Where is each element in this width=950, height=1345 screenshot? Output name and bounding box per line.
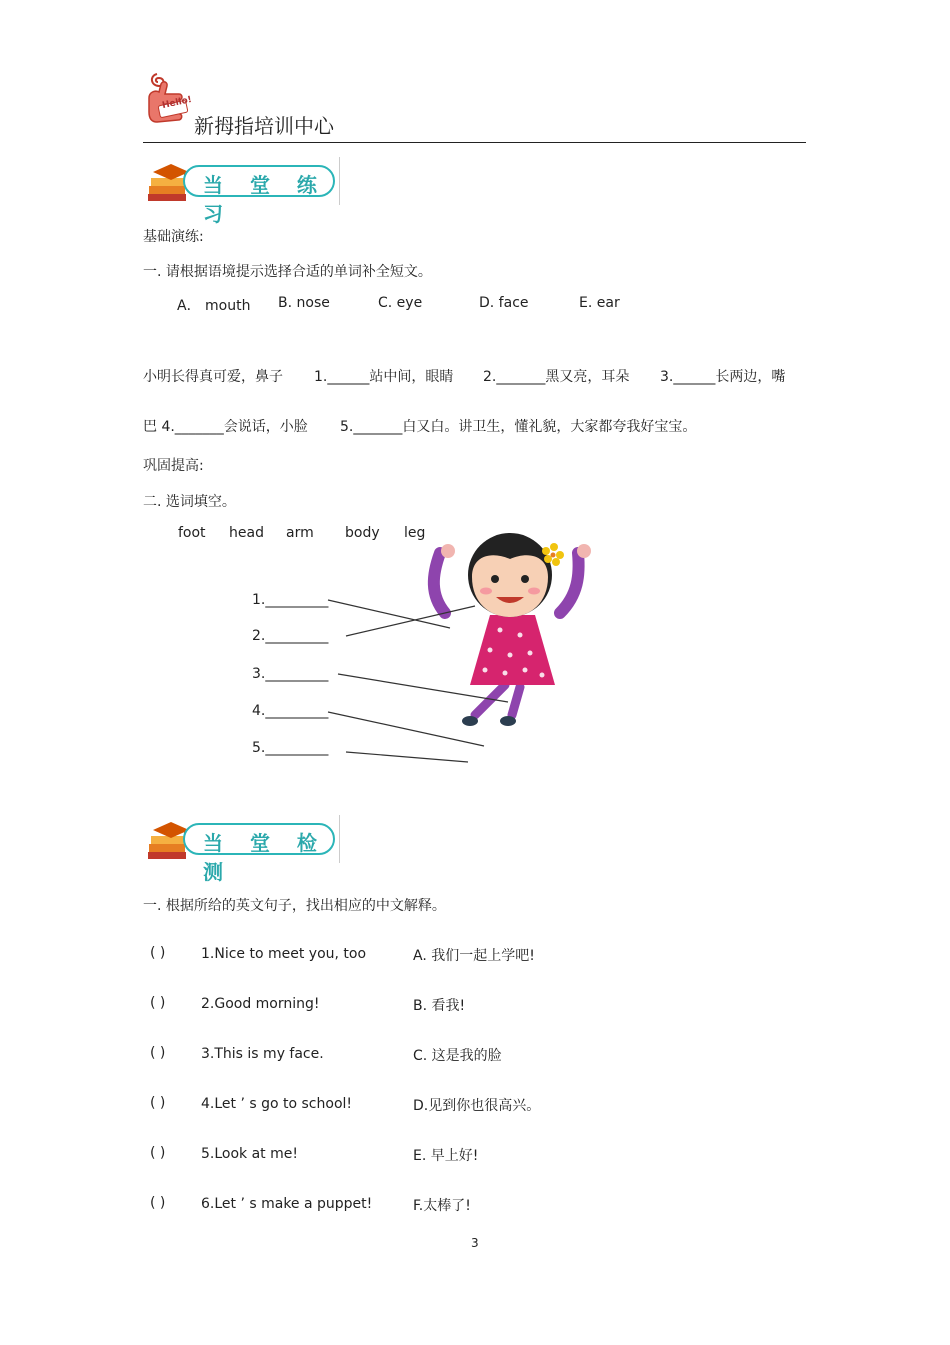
word-head: head	[229, 525, 264, 541]
basic-label: 基础演练:	[143, 229, 204, 245]
practice-banner	[143, 157, 339, 226]
header-divider	[143, 142, 806, 143]
passage-line2-a: 巴 4._______会说话，小脸	[143, 419, 308, 435]
passage-line1-d: 3.______长两边，嘴	[660, 369, 786, 385]
test-banner	[143, 815, 339, 884]
blank-3: 3._________	[252, 666, 329, 682]
english-sentence: 4.Let ’ s go to school!	[201, 1096, 353, 1112]
answer-paren: ( )	[150, 1045, 166, 1061]
practice-banner-title: 当 堂 练 习	[203, 173, 327, 226]
word-arm: arm	[286, 525, 314, 541]
answer-paren: ( )	[150, 1195, 166, 1211]
blank-4: 4._________	[252, 703, 329, 719]
chinese-translation: C. 这是我的脸	[413, 1048, 502, 1064]
option-a: A． mouth	[177, 298, 251, 314]
blank-5: 5._________	[252, 740, 329, 756]
passage-line1-c: 2._______黑又亮，耳朵	[483, 369, 630, 385]
word-body: body	[345, 525, 380, 541]
passage-line1-b: 1.______站中间，眼睛	[314, 369, 454, 385]
test-banner-title: 当 堂 检 测	[203, 831, 327, 884]
chinese-translation: D.见到你也很高兴。	[413, 1098, 541, 1114]
word-foot: foot	[178, 525, 206, 541]
answer-paren: ( )	[150, 995, 166, 1011]
passage-line1-a: 小明长得真可爱，鼻子	[143, 369, 283, 385]
chinese-translation: E. 早上好!	[413, 1148, 479, 1164]
blank-2: 2._________	[252, 628, 329, 644]
passage-line2-b: 5._______白又白。讲卫生，懂礼貌，大家都夸我好宝宝。	[340, 419, 697, 435]
chinese-translation: B. 看我!	[413, 998, 466, 1014]
answer-paren: ( )	[150, 945, 166, 961]
q1-title: 一. 请根据语境提示选择合适的单词补全短文。	[143, 264, 432, 280]
english-sentence: 6.Let ’ s make a puppet!	[201, 1196, 373, 1212]
word-leg: leg	[404, 525, 426, 541]
org-name: 新拇指培训中心	[194, 114, 334, 138]
english-sentence: 1.Nice to meet you, too	[201, 946, 367, 962]
option-e: E. ear	[579, 295, 620, 311]
blank-1: 1._________	[252, 592, 329, 608]
english-sentence: 5.Look at me!	[201, 1146, 298, 1162]
matching-lines	[320, 590, 520, 770]
page-number: 3	[471, 1236, 479, 1250]
test-q-title: 一. 根据所给的英文句子，找出相应的中文解释。	[143, 898, 446, 914]
english-sentence: 3.This is my face.	[201, 1046, 324, 1062]
logo-text: Hello!	[161, 94, 193, 112]
english-sentence: 2.Good morning!	[201, 996, 320, 1012]
answer-paren: ( )	[150, 1145, 166, 1161]
chinese-translation: A. 我们一起上学吧!	[413, 948, 535, 964]
advance-label: 巩固提高:	[143, 458, 204, 474]
q2-title: 二. 选词填空。	[143, 494, 236, 510]
chinese-translation: F.太棒了!	[413, 1198, 471, 1214]
answer-paren: ( )	[150, 1095, 166, 1111]
option-c: C. eye	[378, 295, 423, 311]
option-b: B. nose	[278, 295, 330, 311]
option-d: D. face	[479, 295, 529, 311]
